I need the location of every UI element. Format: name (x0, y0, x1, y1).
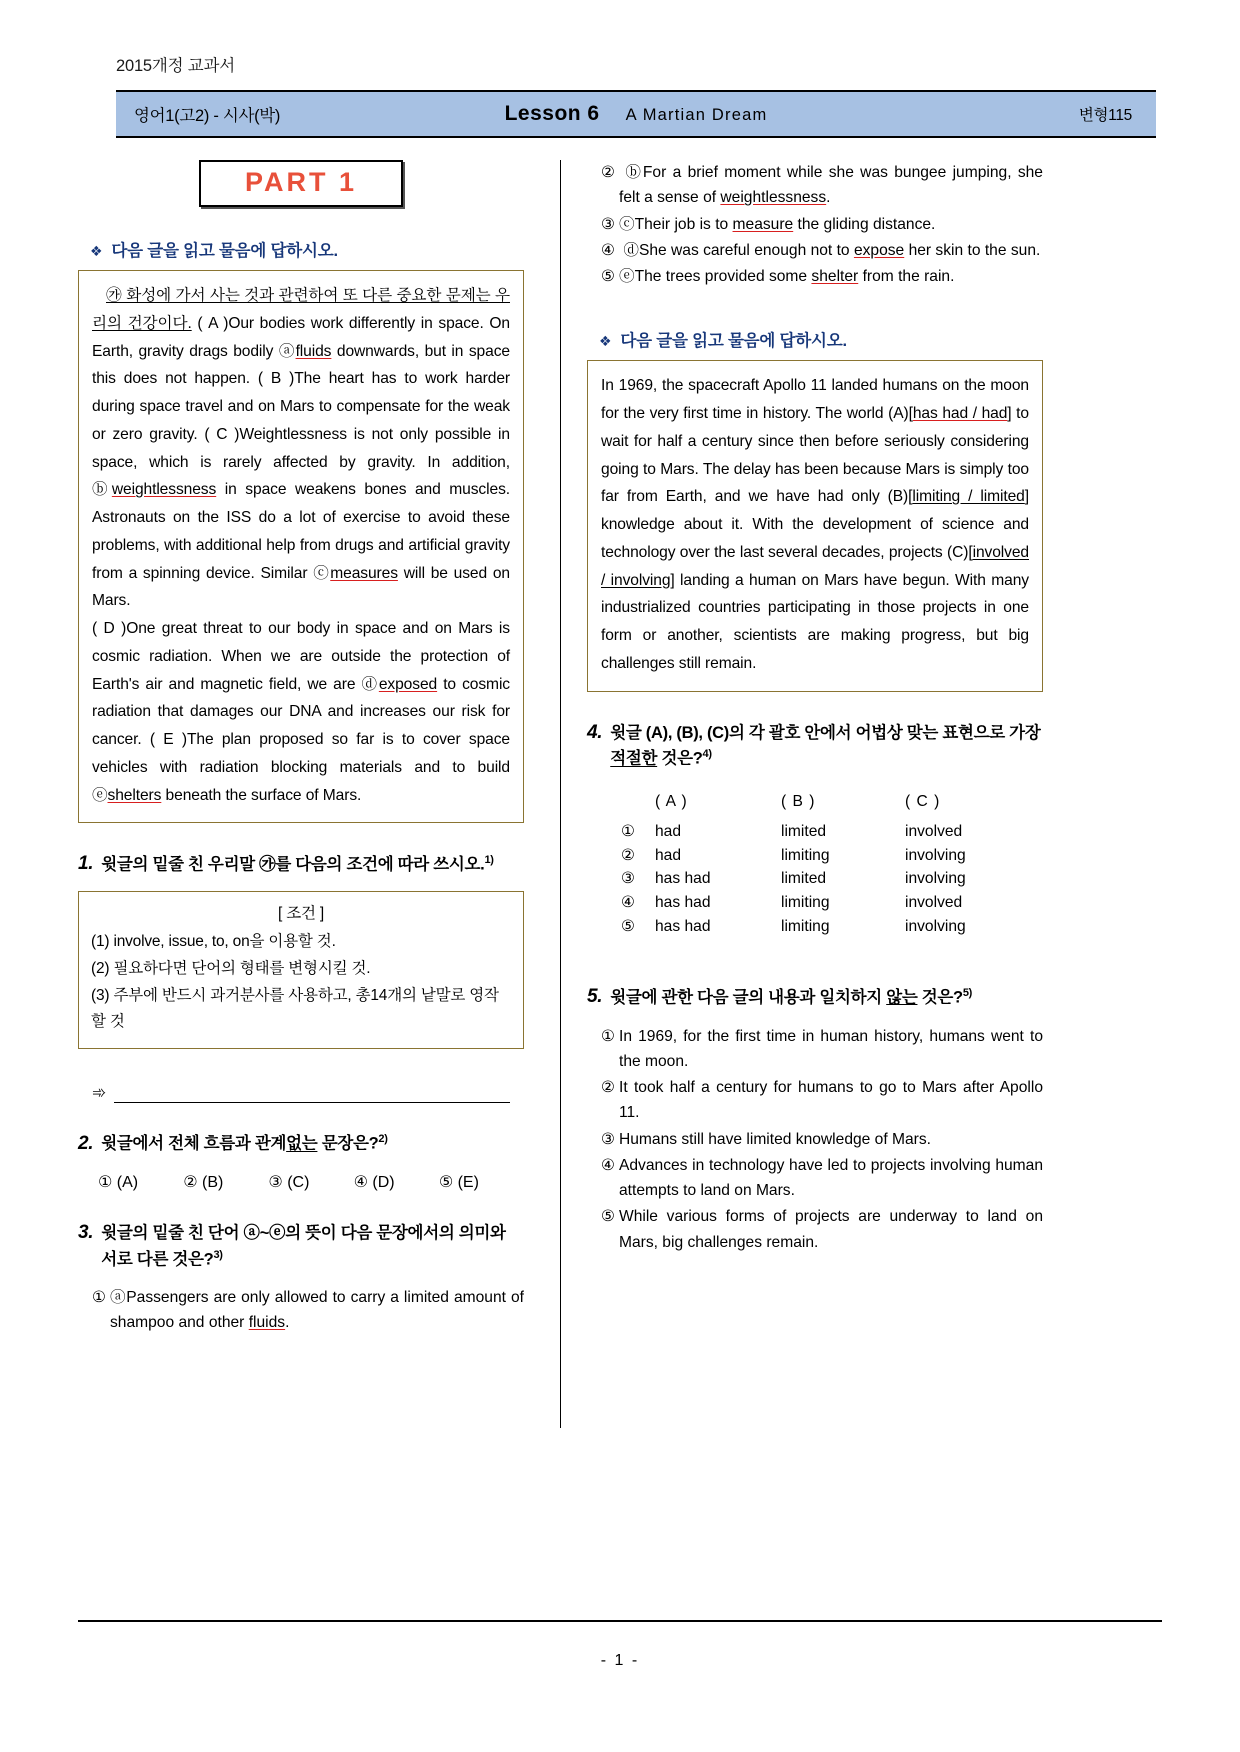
question-3-choices-left (78, 1285, 524, 1336)
question-4-prompt-emphasis: 적절한 (610, 749, 658, 768)
row-marker: ④ (621, 893, 635, 911)
passage-paragraph-2 (92, 615, 510, 809)
passage-text-1: ( A )Our bodies work differently in space. On Earth, gravity drags bodily (92, 314, 510, 360)
choice-option[interactable] (92, 1285, 524, 1336)
question-1-text (101, 852, 524, 878)
subject-label: 영어1(고2) - 시사(박) (134, 107, 281, 125)
choice-marker: ③ (601, 1130, 615, 1148)
marker-e: ⓔ (92, 786, 108, 804)
instruction-text: 다음 글을 읽고 물음에 답하시오. (620, 332, 847, 351)
cell-a: had (655, 846, 682, 864)
cell-c: involved (905, 893, 963, 911)
question-2-text (101, 1131, 524, 1157)
passage-text-4: will be used on Mars. (92, 564, 510, 610)
condition-title: [ 조건 ] (278, 904, 324, 922)
table-header-blank (621, 790, 655, 814)
choice-option[interactable] (601, 1204, 1043, 1255)
condition-box (78, 891, 524, 1049)
choice-body: Advances in technology have led to projects involving human attempts to land on Mars. (618, 1156, 1043, 1200)
circled-letter-marker: ⓐ (109, 1289, 127, 1307)
instruction-text: 다음 글을 읽고 물음에 답하시오. (111, 242, 338, 260)
choice-text-after: the gliding distance. (793, 215, 936, 233)
passage-text-6: to cosmic radiation that damages our DNA and increases our risk for cancer. ( E )The plan proposed so far is to cover space vehicles with radiation blocking materials and to build (92, 675, 511, 776)
blank-choice-b: limiting / limited (912, 488, 1025, 506)
table-row[interactable] (621, 844, 1043, 868)
arrow-icon: ➾ (92, 1082, 107, 1102)
table-row[interactable] (621, 915, 1043, 939)
passage-text-5: ( D )One great threat to our body in space and on Mars is cosmic radiation. When we are outside the protection of Earth's air and magnetic field, we are (92, 620, 510, 693)
choice-body: In 1969, for the first time in human history, humans went to the moon. (618, 1027, 1043, 1070)
choice-body: While various forms of projects are underway to land on Mars, big challenges remain. (618, 1208, 1043, 1251)
passage-2-paragraph (601, 372, 1029, 677)
choice-keyword: measure (732, 215, 794, 233)
choice-marker: ④ (601, 241, 615, 259)
question-4-number: 4. (587, 721, 603, 743)
choice-body (619, 212, 1043, 237)
choice-body: It took half a century for humans to go to Mars after Apollo 11. (618, 1079, 1043, 1122)
page-number: - 1 - (600, 1652, 640, 1669)
question-5-choices (587, 1024, 1043, 1255)
choice-body (619, 264, 1043, 289)
row-marker: ⑤ (621, 917, 635, 935)
korean-underlined-sentence: ㉮ 화성에 가서 사는 것과 관련하여 또 다른 중요한 문제는 우리의 건강이다. (92, 287, 510, 332)
choice-option[interactable]: ⑤ (E) (438, 1174, 479, 1192)
question-3-head (78, 1218, 524, 1273)
question-5-prompt-before: 윗글에 관한 다음 글의 내용과 일치하지 (610, 988, 887, 1007)
column-divider (560, 160, 561, 1428)
question-2-head (78, 1129, 524, 1158)
underlined-word-b: weightlessness (111, 481, 217, 499)
choice-option[interactable]: ④ (D) (353, 1174, 395, 1192)
row-marker: ① (621, 822, 635, 840)
choice-option[interactable] (601, 238, 1043, 263)
marker-b: ⓑ (92, 481, 112, 499)
choice-text-before: She was careful enough not to (638, 241, 854, 259)
lesson-number: Lesson 6 (504, 102, 600, 125)
instruction-heading-left (90, 237, 524, 261)
cell-b: limiting (781, 846, 830, 864)
choice-text-after: . (826, 189, 831, 207)
passage-box-2 (587, 360, 1043, 691)
question-1-head (78, 849, 524, 878)
choice-marker: ② (601, 164, 615, 181)
choice-marker: ③ (601, 215, 615, 233)
left-column (78, 160, 546, 1428)
question-4-prompt-after: 것은? (657, 749, 703, 768)
circled-letter-marker: ⓒ (618, 215, 635, 233)
choice-text-after: her skin to the sun. (904, 241, 1041, 259)
question-3-prompt: 윗글의 밑줄 친 단어 ⓐ~ⓔ의 뜻이 다음 문장에서의 의미와 서로 다른 것은? (101, 1224, 506, 1269)
underlined-word-a: fluids (295, 342, 332, 360)
row-marker: ③ (621, 870, 635, 888)
choice-option[interactable] (601, 1075, 1043, 1126)
two-column-body (78, 160, 1162, 1428)
part-banner (78, 160, 524, 207)
choice-option[interactable]: ① (A) (98, 1174, 139, 1192)
cell-b: limited (781, 822, 827, 840)
question-4-answer-table (621, 790, 1043, 938)
row-marker: ② (621, 846, 635, 864)
passage-text-3: in space weakens bones and muscles. Astronauts on the ISS do a lot of exercise to avoid these problems, with additional help from drugs and artificial gravity from a spinning device. Similar (92, 481, 510, 582)
cell-c: involved (905, 822, 963, 840)
question-4-head (587, 718, 1043, 773)
choice-option[interactable] (601, 160, 1043, 211)
table-row[interactable] (621, 820, 1043, 844)
cell-b: limited (781, 870, 827, 888)
passage-text-2: downwards, but in space this does not happen. ( B )The heart has to work harder during space travel and on Mars to compensate for the weak or zero gravity. ( C )Weightlessness is not only possible in space, which is rarely affected by gravity. In addition, (92, 342, 510, 471)
question-2-prompt-emphasis: 없는 (286, 1134, 318, 1153)
choice-marker: ① (601, 1027, 615, 1045)
choice-option[interactable]: ③ (C) (268, 1174, 310, 1192)
passage-2-text-1: In 1969, the spacecraft Apollo 11 landed humans on the moon for the very first time in history. The world (A)[ (601, 377, 1029, 422)
choice-keyword: fluids (248, 1314, 286, 1332)
passage-2-text-2: ] to wait for half a century since then before seriously considering going to Mars. The delay has been because Mars is simply too far from Earth, and we have had only (B)[ (601, 405, 1029, 506)
choice-text-before: Passengers are only allowed to carry a limited amount of shampoo and other (109, 1289, 524, 1332)
choice-marker: ① (92, 1289, 106, 1307)
choice-option[interactable] (601, 1024, 1043, 1075)
table-header-a: ( A ) (655, 793, 688, 811)
choice-marker: ⑤ (601, 1208, 615, 1226)
footer-divider (78, 1620, 1162, 1622)
choice-marker: ② (601, 1079, 615, 1097)
passage-2-text-4: ] landing a human on Mars have begun. With many industrialized countries participating in those projects in one form or another, scientists are making progress, but big challenges still remain. (601, 571, 1029, 672)
cell-b: limiting (781, 917, 830, 935)
circled-letter-marker: ⓑ (625, 164, 643, 181)
choice-option[interactable] (601, 264, 1043, 289)
choice-body: Humans still have limited knowledge of Mars. (618, 1130, 931, 1148)
question-5-number: 5. (587, 986, 603, 1008)
table-header-b: ( B ) (781, 793, 816, 811)
choice-marker: ④ (601, 1156, 615, 1174)
cell-c: involving (905, 917, 966, 935)
question-2-prompt-after: 문장은? (317, 1134, 379, 1153)
question-1 (78, 849, 524, 1103)
underlined-word-d: exposed (378, 675, 438, 693)
question-2-prompt-before: 윗글에서 전체 흐름과 관계 (101, 1134, 287, 1153)
question-2 (78, 1129, 524, 1192)
choice-option[interactable] (601, 1153, 1043, 1204)
table-header-c: ( C ) (905, 793, 941, 811)
choice-keyword: shelter (811, 268, 859, 285)
question-1-prompt: 윗글의 밑줄 친 우리말 ㉮를 다음의 조건에 따라 쓰시오. (101, 855, 485, 874)
choice-body (619, 238, 1043, 263)
condition-item: (1) involve, issue, to, on을 이용할 것. (91, 933, 336, 951)
question-3-text (101, 1221, 524, 1273)
cell-a: has had (655, 870, 711, 888)
choice-text-before: For a brief moment while she was bungee jumping, she felt a sense of (618, 164, 1043, 207)
diamond-bullet-icon: ❖ (90, 243, 103, 259)
choice-text-before: Their job is to (634, 215, 733, 233)
question-3-footnote: 3) (213, 1248, 223, 1261)
question-5 (587, 982, 1043, 1255)
question-4-text (610, 721, 1043, 773)
marker-d: ⓓ (361, 675, 379, 693)
choice-keyword: weightlessness (720, 189, 827, 207)
cell-b: limiting (781, 893, 830, 911)
cell-a: has had (655, 893, 711, 911)
blank-choice-c: involved / involving (601, 543, 1029, 589)
question-4 (587, 718, 1043, 939)
question-4-prompt-before: 윗글 (A), (B), (C)의 각 괄호 안에서 어법상 맞는 표현으로 가장 (610, 723, 1041, 742)
question-5-prompt-emphasis: 않는 (886, 988, 918, 1007)
blank-choice-a: has had / had (912, 405, 1008, 422)
choice-text-before: The trees provided some (634, 268, 812, 285)
question-3-choices-right (587, 160, 1043, 289)
choice-text-after: . (285, 1314, 290, 1332)
curriculum-note: 2015개정 교과서 (116, 57, 235, 75)
choice-option[interactable]: ② (B) (183, 1174, 224, 1192)
question-2-footnote: 2) (378, 1133, 388, 1146)
right-column (575, 160, 1043, 1428)
question-5-text (610, 985, 1043, 1011)
marker-c: ⓒ (313, 564, 331, 582)
marker-a: ⓐ (278, 342, 296, 360)
condition-item: (2) 필요하다면 단어의 형태를 변형시킬 것. (91, 960, 371, 977)
question-1-number: 1. (78, 853, 94, 875)
question-4-footnote: 4) (702, 748, 712, 761)
part-banner-box (199, 160, 403, 207)
lesson-header-bar (116, 90, 1156, 138)
cell-c: involving (905, 846, 966, 864)
choice-keyword: expose (853, 241, 905, 259)
question-2-choices (98, 1172, 524, 1192)
question-5-head (587, 982, 1043, 1011)
diamond-bullet-icon: ❖ (599, 333, 612, 350)
choice-text-after: from the rain. (858, 268, 955, 285)
choice-body (110, 1285, 524, 1336)
question-3-number: 3. (78, 1222, 94, 1244)
table-row[interactable] (621, 867, 1043, 891)
underlined-word-e: shelters (107, 786, 162, 804)
table-row[interactable] (621, 891, 1043, 915)
choice-marker: ⑤ (601, 268, 615, 285)
cell-a: had (655, 822, 682, 840)
part-banner-label: PART 1 (244, 167, 357, 197)
cell-c: involving (905, 870, 966, 888)
answer-blank-rule[interactable] (114, 1083, 510, 1103)
condition-item: (3) 주부에 반드시 과거분사를 사용하고, 총14개의 낱말로 영작할 것 (91, 986, 499, 1031)
choice-option[interactable] (601, 212, 1043, 237)
circled-letter-marker: ⓓ (623, 241, 639, 259)
choice-option[interactable] (601, 1127, 1043, 1152)
passage-2-text-3: ] knowledge about it. With the development of science and technology over the last several decades, projects (C)[ (601, 488, 1029, 561)
question-3 (78, 1218, 524, 1335)
underlined-word-c: measures (330, 564, 398, 582)
passage-box-1 (78, 270, 524, 823)
instruction-heading-right (599, 327, 1043, 351)
table-header-row (621, 790, 1043, 814)
circled-letter-marker: ⓔ (618, 268, 635, 285)
passage-paragraph-1 (92, 282, 510, 615)
choice-body (619, 160, 1043, 211)
variant-code: 변형115 (1078, 107, 1132, 124)
question-5-prompt-after: 것은? (917, 988, 963, 1007)
question-5-footnote: 5) (962, 986, 972, 999)
passage-text-7: beneath the surface of Mars. (161, 786, 362, 804)
question-1-footnote: 1) (484, 853, 494, 866)
question-2-number: 2. (78, 1132, 94, 1154)
answer-write-line[interactable] (92, 1083, 524, 1103)
lesson-title: A Martian Dream (625, 106, 768, 124)
cell-a: has had (655, 917, 711, 935)
